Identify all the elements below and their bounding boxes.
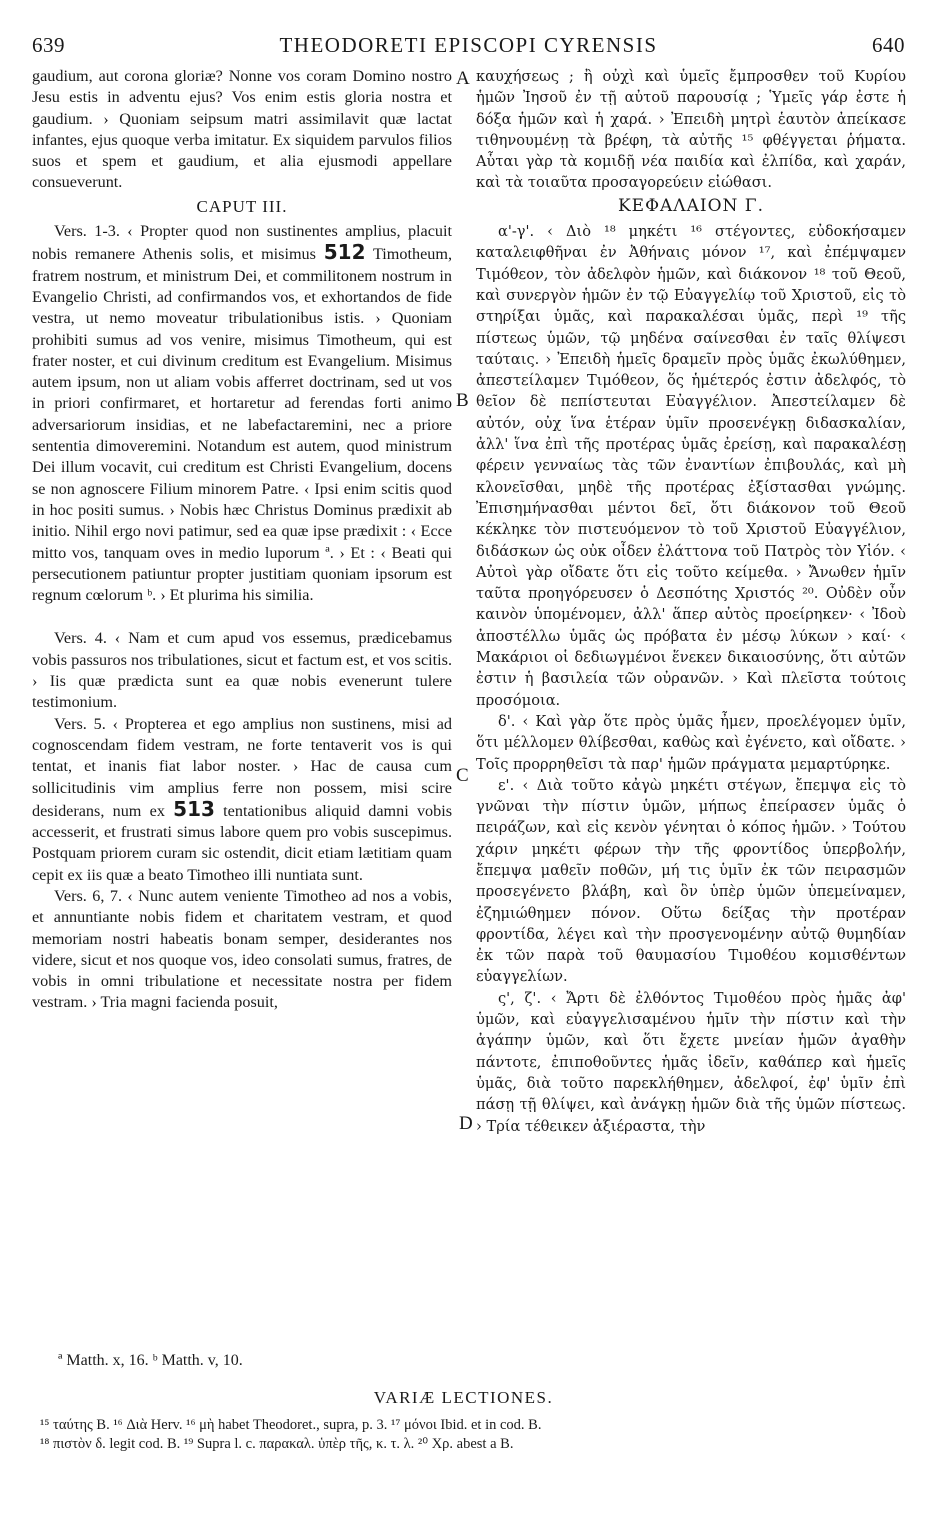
latin-chapter-heading: CAPUT III. (196, 196, 288, 216)
left-page-number: 639 (32, 32, 65, 57)
latin-column (32, 66, 452, 1014)
greek-paragraph: καυχήσεως ; ἢ οὐχὶ καὶ ὑμεῖς ἔμπροσθεν τοῦ Κυρίου ἡμῶν Ἰησοῦ ἐν τῇ αὐτοῦ παρουσίᾳ ; Ὑμεῖς γάρ ἐστε ἡ δόξα ἡμῶν καὶ ἡ χαρά. › Ἐπειδὴ μητρὶ ἑαυτὸν ἀπείκασε τιθηνουμένῃ τὰ βρέφη, τὰ αὐτῆς ¹⁵ φθέγγεται ῥήματα. Αὗται γὰρ τὰ κομιδῇ νέα παιδία καὶ ἐλπίδα, καὶ χαράν, καὶ τὰ τοιαῦτα προσαγορεύειν εἰώθασι. (476, 68, 906, 192)
greek-chapter-heading: ΚΕΦΑΛΑΙΟΝ Γ. (617, 195, 764, 216)
latin-paragraph: Vers. 5. ‹ Propterea et ego amplius non sustinens, misi ad cognoscendam fidem vestram, ne forte tentaverit vos is qui tentat, et inanis fiat labor noster. › Hac de causa cum sollicitudinis vim amplius ferre non possem, misi scire desiderans, num ex 513 tentationibus aliquid damni vobis accesserit, et frustrati simus labore quem pro vobis suscepimus. Postquam priorem curam sic ostendit, dicit etiam lætitiam quam cepit ex iis quæ a beato Timotheo illi nuntiata sunt. (32, 714, 453, 884)
latin-paragraph: gaudium, aut corona gloriæ? Nonne vos coram Domino nostro Jesu estis in adventu ejus? Vos enim estis gloria nostra et gaudium. › Quoniam seipsum matri assimilavit quæ lactat infantes, ejus quoque verba imitatur. Ex siquidem parvulos filios suos et spem et gaudium, et alia ejusmodi appellare consueverunt. (32, 67, 452, 192)
greek-column (476, 66, 906, 1137)
margin-letter-b: B (456, 390, 469, 411)
column-number: 513 (173, 796, 215, 821)
latin-paragraph: Vers. 4. ‹ Nam et cum apud vos essemus, prædicebamus vobis passuros nos tribulationes, sicut et factum est, et vos scitis. › Iis quæ prædicta sunt ea quæ nobis evenerunt tulere testimonium. (32, 629, 452, 712)
margin-letter-d: D (459, 1113, 473, 1134)
margin-letter-c: C (456, 765, 469, 786)
page-header (32, 30, 905, 60)
greek-paragraph: α'-γ'. ‹ Διὸ ¹⁸ μηκέτι ¹⁶ στέγοντες, εὐδοκήσαμεν καταλειφθῆναι ἐν Ἀθήναις μόνον ¹⁷, καὶ ἐπέμψαμεν Τιμόθεον, τὸν ἀδελφὸν ἡμῶν, καὶ διάκονον ¹⁸ τοῦ Θεοῦ, καὶ συνεργὸν ἡμῶν ἐν τῷ Εὐαγγελίῳ τοῦ Χριστοῦ, εἰς τὸ στηρίξαι ὑμᾶς, καὶ παρακαλέσαι ὑμᾶς, περὶ ¹⁹ τῆς πίστεως ὑμῶν, τῷ μηδένα σαίνεσθαι ἐν ταῖς θλίψεσι ταύταις. › Ἐπειδὴ ἡμεῖς δραμεῖν πρὸς ὑμᾶς ἐκωλύθημεν, ἀπεστείλαμεν Τιμόθεον, ὅς ἡμέτερός ἐστιν ἀδελφός, τὸ θεῖον δὲ πεπίστευται Εὐαγγέλιον. Ἀπεστείλαμεν δὲ αὐτόν, οὐχ ἵνα ἑτέραν ὑμῖν προσενέγκῃ διδασκαλίαν, ἀλλ' ἵνα ἐπὶ τῆς προτέρας ὑμᾶς ἐρείσῃ, καὶ παρακαλέσῃ φέρειν γενναίως τὰς τῶν ἐναντίων ἐπιβουλάς, καὶ μὴ κλονεῖσθαι, μηδὲ τῆς προτέρας ἐξίστασθαι γνώμης. Ἐπισημήνασθαι μέντοι δεῖ, ὅτι διάκονον τοῦ Θεοῦ κέκληκε τὸν πιστευόμενον τὸ τοῦ Χριστοῦ Εὐαγγέλιον, διδάσκων ὡς οὐκ οἶδεν ἐλάττονα τοῦ Πατρὸς τὸν Υἱόν. ‹ Αὐτοὶ γὰρ οἴδατε ὅτι εἰς τοῦτο κείμεθα. › Ἄνωθεν ἡμῖν ταῦτα προηγόρευσεν ὁ Δεσπότης Χριστός ²⁰. Οὐδὲν οὖν καινὸν ὑπομένομεν, ἀλλ' ἅπερ αὐτὸς προείρηκεν· ‹ Ἰδοὺ ἀποστέλλω ὑμᾶς ὡς πρόβατα ἐν μέσῳ λύκων › καί· ‹ Μακάριοι οἱ δεδιωγμένοι ἕνεκεν δικαιοσύνης, ὅτι αὐτῶν ἐστιν ἡ βασιλεία τῶν οὐρανῶν. › Καὶ πλεῖστα τούτοις προσόμοια. (476, 223, 906, 709)
variae-line: ¹⁵ ταύτης B. ¹⁶ Διὰ Herv. ¹⁶ μὴ habet Theodoret., supra, p. 3. ¹⁷ μόνοι Ibid. et in cod. B. (40, 1417, 542, 1433)
variae-lectiones-text (40, 1416, 897, 1454)
footnotes: ª Matth. x, 16. ᵇ Matth. v, 10. (58, 1352, 243, 1369)
variae-line: ¹⁸ πιστὸν δ. legit cod. B. ¹⁹ Supra l. c. παρακαλ. ὑπὲρ τῆς, κ. τ. λ. ²⁰ Χρ. abest a B. (40, 1436, 514, 1452)
latin-paragraph: Vers. 1-3. ‹ Propter quod non sustinentes amplius, placuit nobis remanere Athenis solis, et misimus 512 Timotheum, fratrem nostrum, et ministrum Dei, et commilitonem nostrum in Evangelio Christi, ad confirmandos vos, et exhortandos de fide vestra, ut nemo moveatur tribulationibus istis. › Quoniam prohibiti sumus ad vos venire, misimus Timotheum, qui est frater noster, et cui divinum creditum est Evangelium. Misimus autem ipsum, non ut aliam vobis afferret doctrinam, sed ut vos in priori confirmaret, et hortaretur ad ferendas forti animo adversariorum insidias, et ne labefactaremini, nec a priore sententia dimoveremini. Notandum est autem, quod ministrum Dei illum vocavit, cui creditum est Christi Evangelium, docens se non agnoscere Filium minorem Patre. ‹ Ipsi enim scitis quod in hoc positi sumus. › Nobis hæc Christus Dominus prædixit ab initio. Nihil ergo novi patimur, sed ea quæ ipse prædixit : ‹ Ecce mitto vos, tanquam oves in medio luporum ª. › Et : ‹ Beati qui persecutionem patiuntur propter justitiam quoniam ipsorum est regnum cœlorum ᵇ. › Et plurima his similia. (32, 222, 452, 605)
variae-lectiones-heading: VARIÆ LECTIONES. (373, 1388, 554, 1407)
greek-paragraph: δ'. ‹ Καὶ γὰρ ὅτε πρὸς ὑμᾶς ἦμεν, προελέγομεν ὑμῖν, ὅτι μέλλομεν θλίβεσθαι, καθὼς καὶ ἐγένετο, καὶ οἴδατε. › Τοῖς προρρηθεῖσι τὰ παρ' ἡμῶν πράγματα μεμαρτύρηκε. (476, 712, 906, 773)
running-title: THEODORETI EPISCOPI CYRENSIS (279, 32, 658, 57)
margin-letter-a: A (456, 68, 470, 89)
greek-paragraph: ς', ζ'. ‹ Ἄρτι δὲ ἐλθόντος Τιμοθέου πρὸς ἡμᾶς ἀφ' ὑμῶν, καὶ εὐαγγελισαμένου ἡμῖν τὴν πίστιν καὶ τὴν ἀγάπην ὑμῶν, καὶ ὅτι ἔχετε μνείαν ἡμῶν ἀγαθὴν πάντοτε, ἐπιποθοῦντες ἡμᾶς ἰδεῖν, καθάπερ καὶ ἡμεῖς ὑμᾶς, διὰ τοῦτο παρεκλήθημεν, ἀδελφοί, ἐφ' ὑμῖν ἐπὶ πάσῃ τῇ θλίψει, καὶ ἀνάγκῃ ἡμῶν διὰ τῆς ὑμῶν πίστεως. › Τρία τέθεικεν ἀξιέραστα, τὴν (476, 989, 906, 1135)
greek-paragraph: ε'. ‹ Διὰ τοῦτο κἀγὼ μηκέτι στέγων, ἔπεμψα εἰς τὸ γνῶναι τὴν πίστιν ὑμῶν, μήπως ἐπείρασεν ὑμᾶς ὁ πειράζων, καὶ εἰς κενὸν γένηται ὁ κόπος ἡμῶν. › Τούτου χάριν μηκέτι φέρων τὴν τῆς φροντίδος ὑπερβολήν, ἔπεμψα μαθεῖν ποθῶν, μή τις ὑμῖν ἐκ τῶν πειρασμῶν προσεγένετο βλάβη, καὶ ὃν ὑπὲρ ὑμῶν ὑπεμείναμεν, ἐζημιώθημεν πόνον. Οὕτω δείξας τὴν προτέραν φροντίδα, λέγει καὶ τὴν προσγενομένην αὐτῷ θυμηδίαν ἐκ τῶν παρὰ τοῦ θαυμασίου Τιμοθέου κομισθέντων εὐαγγελίων. (476, 776, 906, 986)
right-page-number: 640 (872, 32, 905, 57)
latin-paragraph: Vers. 6, 7. ‹ Nunc autem veniente Timotheo ad nos a vobis, et annuntiante nobis fidem et charitatem vestram, et quod memoriam nostri habeatis bonam semper, desiderantes nos videre, sicut et nos quoque vos, ideo consolati sumus, fratres, de vobis in omni tribulatione et necessitate nostra per fidem vestram. › Tria magni facienda posuit, (32, 886, 452, 1012)
column-number: 512 (323, 240, 366, 265)
